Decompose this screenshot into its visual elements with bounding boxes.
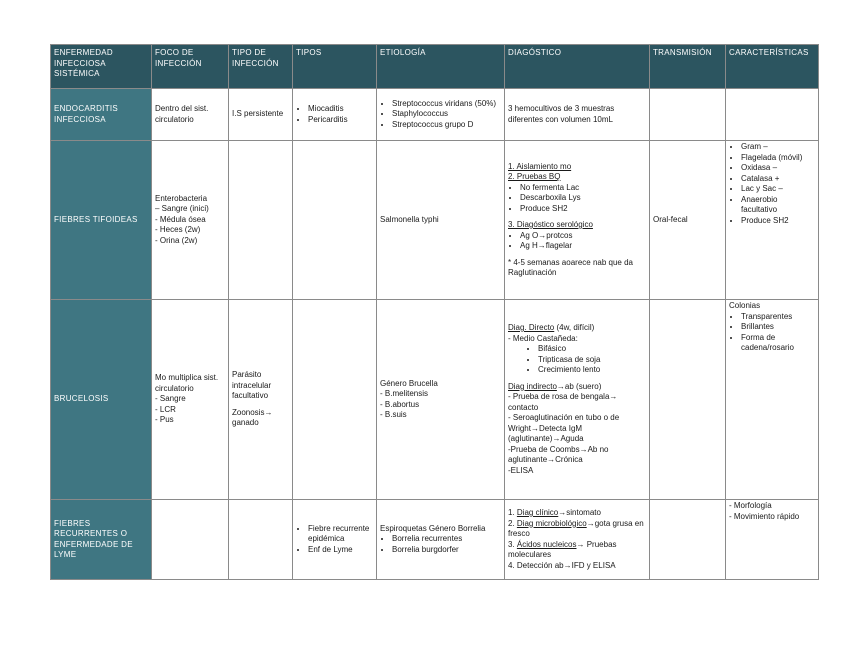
- tipo-text: Parásito intracelular facultativo: [232, 370, 272, 401]
- list-item: - Sangre: [155, 394, 186, 404]
- tipo-text: Zoonosis→ ganado: [232, 407, 273, 428]
- diagnostico-cell: [505, 500, 650, 580]
- diagnostico-cell: [505, 141, 650, 300]
- caracteristicas-cell: [726, 500, 819, 580]
- tipos-cell: [293, 89, 377, 141]
- list-item: • Enf de Lyme: [308, 545, 373, 556]
- table-row: [51, 89, 819, 141]
- diag-directo: [508, 323, 646, 334]
- list-item: - B.abortus: [380, 399, 420, 409]
- caracteristicas-cell: [726, 300, 819, 500]
- disease-cell: BRUCELOSIS: [51, 300, 152, 500]
- list-item: • Gram –: [741, 142, 815, 153]
- list-item: • Lac y Sac –: [741, 184, 815, 195]
- list-item: - B.melitensis: [380, 389, 429, 398]
- list-item: -Prueba de Coombs→Ab no aglutinante→Crónica: [508, 444, 609, 464]
- disease-cell: FIEBRES TIFOIDEAS: [51, 141, 152, 300]
- tipo-cell: [229, 141, 293, 300]
- header-caracteristicas: CARACTERÍSTICAS: [726, 45, 819, 89]
- etiologia-cell: [377, 89, 505, 141]
- list-item: • Flagelada (móvil): [741, 153, 815, 164]
- list-item: • Streptococcus viridans (50%): [392, 99, 501, 110]
- list-item: - B.suis: [380, 410, 407, 419]
- list-item: • Tripticasa de soja: [538, 355, 646, 366]
- header-diagnostico: DIAGÓSTICO: [505, 45, 650, 89]
- diag-detail: →gota grusa en fresco: [508, 518, 644, 538]
- list-item: • Catalasa +: [741, 174, 815, 185]
- list-item: • Crecimiento lento: [538, 365, 646, 376]
- tipo-cell: [229, 500, 293, 580]
- caract-title: Colonias: [729, 301, 761, 310]
- etiologia-title: Espiroquetas Género Borrelia: [380, 523, 486, 533]
- diag-note: * 4-5 semanas aoarece nab que da Raglutinación: [508, 257, 633, 277]
- header-enfermedad: ENFERMEDAD INFECCIOSA SISTÉMICA: [51, 45, 152, 89]
- list-item: • Produce SH2: [520, 204, 646, 215]
- diag-step: 3. Diagóstico serológico: [508, 220, 593, 229]
- diag-detail: →sintomato: [558, 508, 601, 517]
- list-item: • Brillantes: [741, 322, 815, 333]
- diag-num: 2.: [508, 518, 517, 528]
- list-item: • Streptococcus grupo D: [392, 120, 501, 131]
- tipos-cell: [293, 500, 377, 580]
- foco-cell: [152, 300, 229, 500]
- transmision-cell: Oral-fecal: [650, 141, 726, 300]
- diagnostico-cell: 3 hemocultivos de 3 muestras diferentes con volumen 10mL: [505, 89, 650, 141]
- caracteristicas-cell: [726, 89, 819, 141]
- header-etiologia: ETIOLOGÍA: [377, 45, 505, 89]
- table-row: [51, 500, 819, 580]
- transmision-cell: [650, 300, 726, 500]
- diag-num: 3.: [508, 539, 517, 549]
- list-item: - Seroaglutinación en tubo o de Wright→Detecta IgM (aglutinante)→Aguda: [508, 413, 620, 443]
- etiologia-cell: [377, 300, 505, 500]
- diag-num: 4.: [508, 560, 517, 570]
- header-tipos: TIPOS: [293, 45, 377, 89]
- header-tipo-infeccion: TIPO DE INFECCIÓN: [229, 45, 293, 89]
- foco-title: Mo multiplica sist. circulatorio: [155, 373, 219, 393]
- diseases-table: [50, 44, 819, 580]
- list-item: • Borrelia recurrentes: [392, 534, 501, 545]
- diag-medio: - Medio Castañeda:: [508, 333, 578, 343]
- list-item: -ELISA: [508, 465, 534, 475]
- list-item: • Produce SH2: [741, 216, 815, 227]
- tipo-cell: I.S persistente: [229, 89, 293, 141]
- diag-step: 1. Aislamiento mo: [508, 161, 572, 171]
- diag-label: Diag microbiológico: [516, 518, 587, 528]
- diag-detail: Detección ab→IFD y ELISA: [516, 560, 616, 570]
- transmision-cell: [650, 89, 726, 141]
- list-item: - Heces (2w): [155, 225, 201, 235]
- list-item: • Descarboxila Lys: [520, 193, 646, 204]
- foco-cell: [152, 141, 229, 300]
- list-item: • Transparentes: [741, 312, 815, 323]
- header-row: [51, 45, 819, 89]
- diag-step: 2. Pruebas BQ: [508, 172, 561, 181]
- diag-step: [508, 519, 646, 540]
- tipos-cell: [293, 141, 377, 300]
- disease-cell: ENDOCARDITIS INFECCIOSA: [51, 89, 152, 141]
- list-item: • Oxidasa –: [741, 163, 815, 174]
- header-foco: FOCO DE INFECCIÓN: [152, 45, 229, 89]
- diag-indirecto-detail: →ab (suero): [556, 381, 602, 391]
- list-item: – Sangre (inici): [155, 204, 209, 214]
- list-item: • Ag O→protcos: [520, 231, 646, 242]
- list-item: • Fiebre recurrente epidémica: [308, 524, 373, 545]
- diag-detail: → Pruebas moleculares: [508, 539, 617, 559]
- list-item: • Staphylococcus: [392, 109, 501, 120]
- list-item: • Bifásico: [538, 344, 646, 355]
- table-row: [51, 300, 819, 500]
- disease-cell: FIEBRES RECURRENTES O ENFERMEDADE DE LYME: [51, 500, 152, 580]
- list-item: - Médula ósea: [155, 214, 206, 224]
- etiologia-cell: Salmonella typhi: [377, 141, 505, 300]
- caracteristicas-cell: [726, 141, 819, 300]
- foco-cell: Dentro del sist. circulatorio: [152, 89, 229, 141]
- list-item: - Morfología: [729, 501, 772, 510]
- list-item: - Movimiento rápido: [729, 511, 800, 521]
- diag-step: [508, 540, 646, 561]
- diag-step: [508, 508, 646, 519]
- diag-directo-detail: (4w, difícil): [554, 323, 595, 332]
- list-item: - Prueba de rosa de bengala→ contacto: [508, 392, 618, 412]
- diag-indirecto-label: Diag indirecto: [508, 381, 557, 391]
- list-item: • Forma de cadena/rosario: [741, 333, 815, 354]
- table-row: [51, 141, 819, 300]
- list-item: • Ag H→flagelar: [520, 241, 646, 252]
- diag-directo-label: Diag. Directo: [508, 323, 555, 332]
- diag-num: 1.: [508, 508, 517, 517]
- tipos-cell: [293, 300, 377, 500]
- transmision-cell: [650, 500, 726, 580]
- list-item: - LCR: [155, 404, 176, 414]
- foco-cell: [152, 500, 229, 580]
- foco-title: Enterobacteria: [155, 193, 208, 203]
- list-item: • Borrelia burgdorfer: [392, 545, 501, 556]
- tipo-cell: [229, 300, 293, 500]
- etiologia-title: Género Brucella: [380, 378, 438, 388]
- list-item: • Miocaditis: [308, 104, 373, 115]
- diag-label: Ácidos nucleicos: [516, 539, 577, 549]
- list-item: - Orina (2w): [155, 235, 198, 245]
- diagnostico-cell: [505, 300, 650, 500]
- list-item: - Pus: [155, 415, 174, 425]
- list-item: • Anaerobio facultativo: [741, 195, 815, 216]
- diag-step: [508, 561, 646, 572]
- etiologia-cell: [377, 500, 505, 580]
- list-item: • Pericarditis: [308, 115, 373, 126]
- diag-indirecto: [508, 382, 646, 393]
- header-transmision: TRANSMISIÓN: [650, 45, 726, 89]
- diag-label: Diag clínico: [516, 508, 559, 517]
- list-item: • No fermenta Lac: [520, 183, 646, 194]
